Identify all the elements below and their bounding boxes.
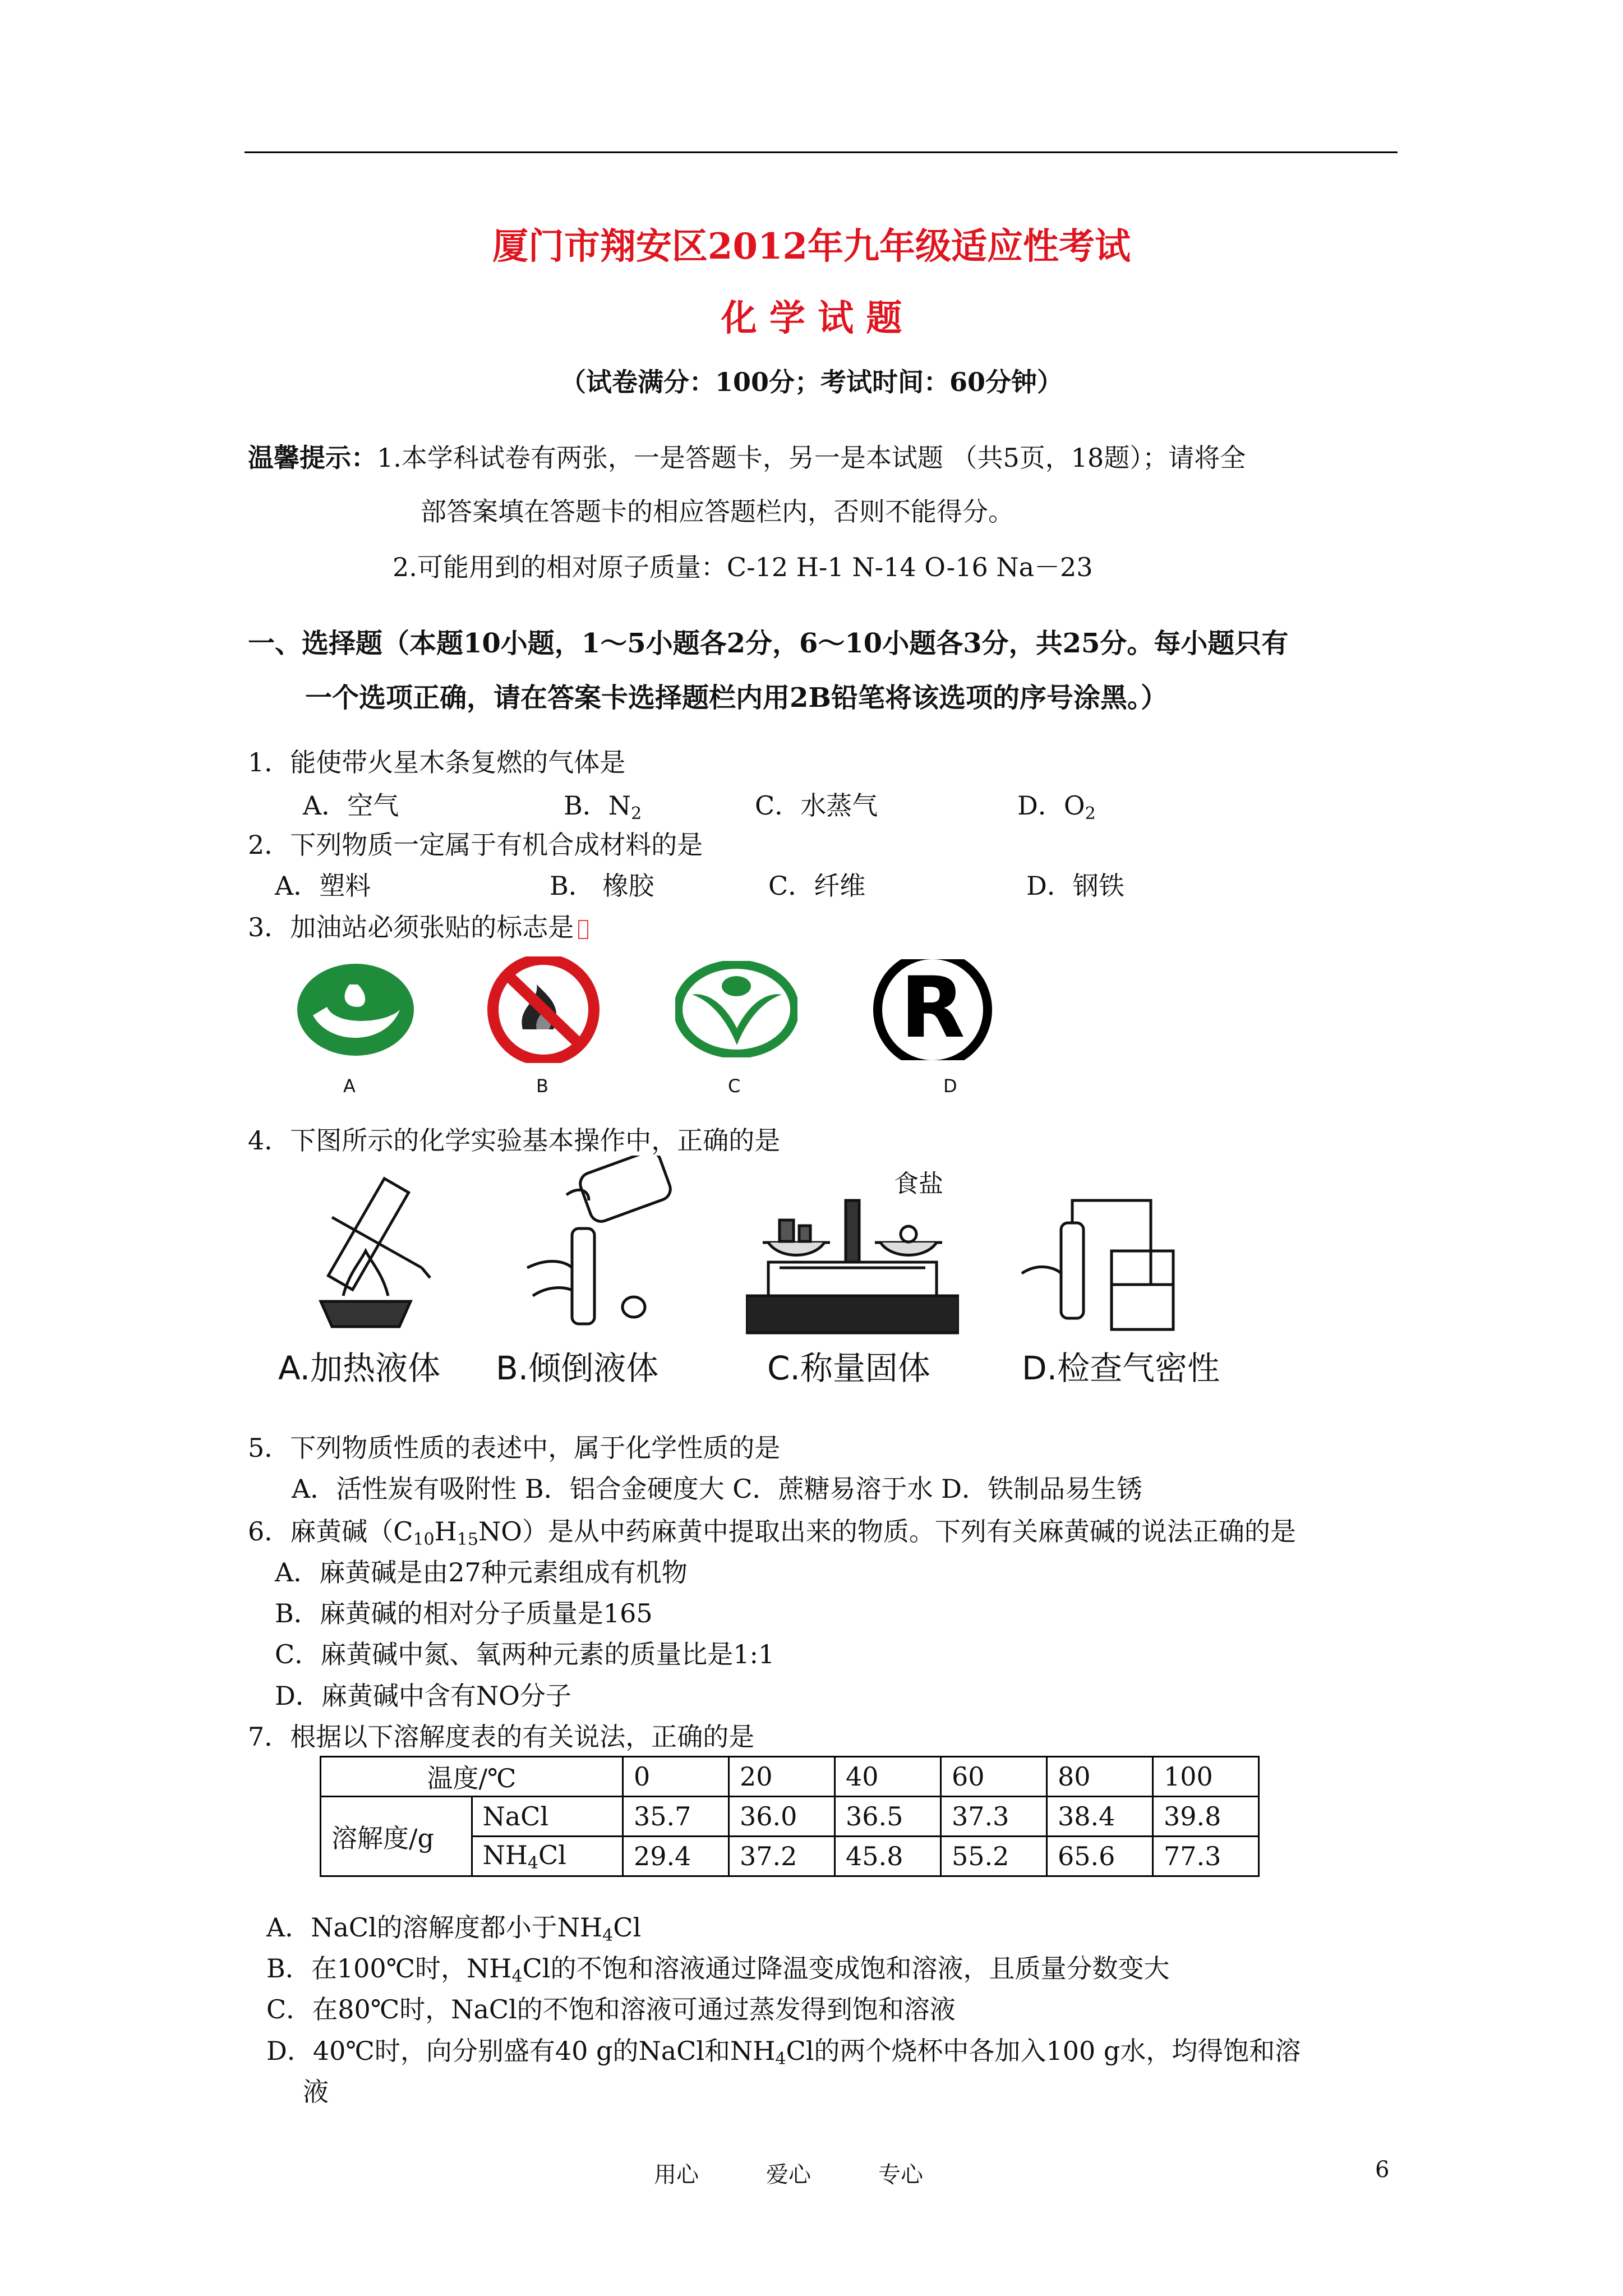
q7-option-a: A．NaCl的溶解度都小于$NH_4Cl$ (266, 1912, 642, 1945)
table-cell: 77.3 (1153, 1837, 1259, 1876)
q6-option-b: B．麻黄碱的相对分子质量是165 (275, 1598, 653, 1628)
header-rule (245, 151, 1398, 153)
q1-option-a: A．空气 (303, 790, 399, 821)
q5-stem: 5．下列物质性质的表述中，属于化学性质的是 (248, 1433, 781, 1463)
table-cell: 40 (835, 1757, 941, 1797)
q4-caption-b: B.倾倒液体 (496, 1349, 659, 1387)
balance-scale-illustration (746, 1189, 959, 1335)
q1-stem: 1．能使带火星木条复燃的气体是 (248, 747, 626, 777)
table-cell: 35.7 (623, 1797, 729, 1837)
footer-left: 用心 (654, 2162, 699, 2188)
airtightness-check-illustration (1011, 1189, 1179, 1335)
table-cell: 0 (623, 1757, 729, 1797)
no-fire-sign-icon (483, 956, 603, 1063)
table-row (321, 1757, 1259, 1797)
svg-text:R: R (900, 959, 965, 1057)
q2-stem: 2．下列物质一定属于有机合成材料的是 (248, 830, 703, 860)
q5-options: A．活性炭有吸附性 B．铝合金硬度大 C．蔗糖易溶于水 D．铁制品易生锈 (292, 1474, 1142, 1504)
q6-option-a: A．麻黄碱是由27种元素组成有机物 (275, 1557, 688, 1588)
page-number: 6 (1375, 2157, 1390, 2183)
exam-subtitle: 化 学 试 题 (721, 297, 902, 339)
q4-salt-label: 食盐 (894, 1170, 943, 1198)
registered-mark-icon (870, 959, 995, 1060)
q2-option-a: A．塑料 (275, 871, 371, 901)
q4-stem: 4．下图所示的化学实验基本操作中，正确的是 (248, 1125, 781, 1156)
solubility-table (320, 1756, 1260, 1877)
exam-info: （试卷满分：100分；考试时间：60分钟） (560, 367, 1063, 397)
row1-name: NaCl (472, 1797, 623, 1837)
q2-option-c: C．纤维 (768, 871, 866, 901)
notice-line3: 2.可能用到的相对原子质量：C-12 H-1 N-14 O-16 Na－23 (393, 552, 1093, 582)
pouring-liquid-illustration (516, 1156, 684, 1329)
q2-option-d: D．钢铁 (1026, 871, 1124, 901)
q6-option-d: D．麻黄碱中含有NO分子 (275, 1681, 571, 1711)
temp-label: 温度/℃ (321, 1757, 623, 1797)
table-row (321, 1797, 1259, 1837)
table-cell: 55.2 (941, 1837, 1047, 1876)
q7-option-d-line2: 液 (303, 2077, 329, 2107)
table-cell: 37.2 (729, 1837, 835, 1876)
notice (248, 438, 1246, 475)
q2-option-b: B． 橡胶 (550, 871, 654, 901)
footer-right: 专心 (878, 2162, 923, 2188)
q7-option-b: B．在100℃时，$NH_4Cl$的不饱和溶液通过降温变成饱和溶液，且质量分数变大 (266, 1953, 1170, 1986)
q3-label-d: D (943, 1075, 957, 1097)
notice-line2: 部答案填在答题卡的相应答题栏内，否则不能得分。 (421, 496, 1014, 527)
solubility-label: 溶解度/g (321, 1797, 472, 1876)
q6-option-c: C．麻黄碱中氮、氧两种元素的质量比是1:1 (275, 1639, 775, 1669)
q1-option-b: B．$N_2$ (564, 790, 642, 823)
table-cell: 20 (729, 1757, 835, 1797)
green-food-sign-icon (296, 962, 415, 1057)
table-cell: 37.3 (941, 1797, 1047, 1837)
q3-label-c: C (728, 1075, 741, 1097)
table-cell: 39.8 (1153, 1797, 1259, 1837)
q7-option-c: C．在80℃时，NaCl的不饱和溶液可通过蒸发得到饱和溶液 (266, 1994, 956, 2024)
exam-title: 厦门市翔安区2012年九年级适应性考试 (492, 226, 1131, 268)
q4-caption-a: A.加热液体 (278, 1349, 441, 1387)
q3-label-a: A (343, 1075, 356, 1097)
table-cell: 60 (941, 1757, 1047, 1797)
table-cell: 38.4 (1047, 1797, 1153, 1837)
table-cell: 65.6 (1047, 1837, 1153, 1876)
section1-line2: 一个选项正确，请在答案卡选择题栏内用2B铅笔将该选项的序号涂黑。） (305, 682, 1168, 714)
q6-stem: 6．麻黄碱$(C_{10}H_{15}NO)$是从中药麻黄中提取出来的物质。下列有关麻黄碱的说法正确的是 (248, 1516, 1296, 1549)
q1-option-c: C．水蒸气 (755, 790, 878, 821)
green-food-mark-icon (675, 961, 797, 1057)
table-cell: 36.0 (729, 1797, 835, 1837)
table-cell: 80 (1047, 1757, 1153, 1797)
q4-caption-c: C.称量固体 (767, 1349, 930, 1387)
q7-stem: 7．根据以下溶解度表的有关说法，正确的是 (248, 1722, 755, 1752)
row2-name: $NH_4Cl$ (472, 1837, 623, 1876)
table-cell: 29.4 (623, 1837, 729, 1876)
q4-caption-d: D.检查气密性 (1022, 1349, 1220, 1387)
notice-label: 温馨提示： (248, 443, 377, 473)
table-cell: 100 (1153, 1757, 1259, 1797)
q1-option-d: D．$O_2$ (1017, 790, 1096, 823)
q3-label-b: B (536, 1075, 548, 1097)
notice-line1: 1.本学科试卷有两张，一是答题卡，另一是本试题 （共5页，18题）；请将全 (377, 443, 1246, 473)
table-cell: 36.5 (835, 1797, 941, 1837)
q3-stem: 3．加油站必须张贴的标志是 (248, 907, 588, 944)
footer-mid: 爱心 (766, 2162, 811, 2188)
section1-line1: 一、选择题（本题10小题，1～5小题各2分，6～10小题各3分，共25分。每小题只有 (248, 628, 1289, 659)
table-cell: 45.8 (835, 1837, 941, 1876)
q7-option-d: D．40℃时，向分别盛有40 g的NaCl和$NH_4Cl$的两个烧杯中各加入100 g水，均得饱和溶 (266, 2036, 1301, 2069)
heating-liquid-illustration (310, 1167, 444, 1329)
